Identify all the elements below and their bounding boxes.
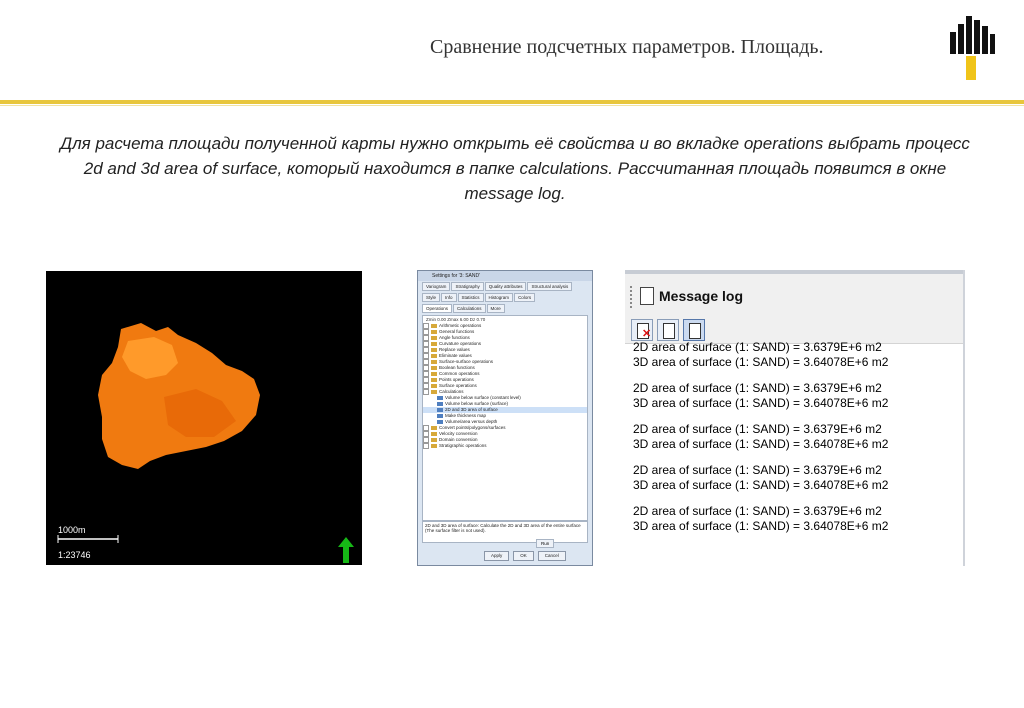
tab-structural-analysis[interactable]: Structural analysis (527, 282, 572, 291)
tree-item-label: Replace values (439, 347, 470, 353)
folder-icon (431, 330, 437, 334)
tree-item-label: General functions (439, 329, 475, 335)
folder-icon (431, 378, 437, 382)
expand-icon[interactable] (423, 389, 429, 395)
log-line-2d-area: 2D area of surface (1: SAND) = 3.6379E+6 m2 (633, 463, 882, 477)
copy-log-icon[interactable] (657, 319, 679, 341)
dialog-tabs-row2 (418, 292, 592, 303)
scale-bar-label: 1000m (58, 525, 86, 535)
tab-stratigraphy[interactable]: Stratigraphy (451, 282, 483, 291)
panel-scroll-edge (963, 270, 965, 566)
scale-ratio-label: 1:23746 (58, 550, 91, 560)
operation-description: 2D and 3D area of surface: Calculate the 2D and 3D area of the entire surface (The surface filter is not used). (422, 521, 588, 543)
folder-icon (431, 348, 437, 352)
operation-icon (437, 414, 443, 418)
run-button[interactable]: Run (536, 539, 554, 548)
tree-item-label: Volume below surface (surface) (445, 401, 509, 406)
tree-item-label: Boolean functions (439, 365, 475, 371)
tree-item-label: Common operations (439, 371, 480, 377)
log-line-3d-area: 3D area of surface (1: SAND) = 3.64078E+6 m2 (633, 518, 889, 533)
operation-icon (437, 408, 443, 412)
tree-item-label: Convert points/polygons/surfaces (439, 425, 506, 431)
tab-calculations[interactable]: Calculations (453, 304, 486, 313)
folder-icon (431, 324, 437, 328)
operation-icon (437, 402, 443, 406)
tree-item-label: Surface-surface operations (439, 359, 494, 365)
tree-item-label: Eliminate values (439, 353, 472, 359)
tree-item-label: 2D and 3D area of surface (445, 407, 498, 412)
tree-item-label: Make thickness map (445, 413, 487, 418)
settings-dialog (417, 270, 593, 566)
tab-histogram[interactable]: Histogram (485, 293, 514, 302)
log-line-3d-area: 3D area of surface (1: SAND) = 3.64078E+6 m2 (633, 477, 889, 492)
tree-item-label: Arithmetic operations (439, 323, 482, 329)
slide-title: Сравнение подсчетных параметров. Площадь. (430, 36, 824, 58)
folder-icon (431, 360, 437, 364)
dialog-tabs-row1 (418, 281, 592, 292)
timestamp-log-icon[interactable] (683, 319, 705, 341)
accent-rule-thin (0, 105, 1024, 106)
apply-button[interactable]: Apply (484, 551, 509, 561)
log-line-2d-area: 2D area of surface (1: SAND) = 3.6379E+6 m2 (633, 504, 882, 518)
tree-item-label: Points operations (439, 377, 474, 383)
surface-map-view[interactable] (46, 271, 362, 565)
clear-log-icon[interactable]: ✕ (631, 319, 653, 341)
dialog-tabs-row3 (418, 303, 592, 314)
folder-icon (431, 426, 437, 430)
tree-item-label: Angle functions (439, 335, 470, 341)
log-line-2d-area: 2D area of surface (1: SAND) = 3.6379E+6 m2 (633, 422, 882, 436)
tab-colors[interactable]: Colors (514, 293, 535, 302)
tree-item-label: Velocity conversion (439, 431, 478, 437)
folder-icon (431, 354, 437, 358)
zoom-readout: Zmin 0.00 Zmax 6.00 Dz 0.70 (426, 317, 486, 322)
tree-item-label: Domain conversion (439, 437, 478, 443)
expand-icon[interactable] (423, 443, 429, 449)
operation-icon (437, 420, 443, 424)
log-line-2d-area: 2D area of surface (1: SAND) = 3.6379E+6 m2 (633, 340, 882, 354)
tab-quality-attributes[interactable]: Quality attributes (485, 282, 527, 291)
message-log-title: Message log (659, 288, 744, 304)
accent-rule (0, 100, 1024, 104)
operation-icon (437, 396, 443, 400)
folder-icon (431, 438, 437, 442)
folder-icon (431, 372, 437, 376)
surface-map-canvas (46, 271, 362, 565)
north-arrow-icon (338, 537, 354, 563)
log-line-2d-area: 2D area of surface (1: SAND) = 3.6379E+6 m2 (633, 381, 882, 395)
tree-item-label: Stratigraphic operations (439, 443, 487, 449)
message-log-header (625, 274, 965, 317)
tree-item-label: Curvature operations (439, 341, 482, 347)
tab-statistics[interactable]: Statistics (458, 293, 484, 302)
dialog-title: Settings for '3: SAND' (418, 271, 592, 281)
folder-icon (431, 390, 437, 394)
log-line-3d-area: 3D area of surface (1: SAND) = 3.64078E+6 m2 (633, 436, 889, 451)
folder-icon (431, 366, 437, 370)
folder-icon (431, 336, 437, 340)
folder-icon (431, 342, 437, 346)
ok-button[interactable]: OK (513, 551, 534, 561)
operations-tree (423, 323, 587, 449)
log-line-3d-area: 3D area of surface (1: SAND) = 3.64078E+6 m2 (633, 395, 889, 410)
drag-grip-icon[interactable] (630, 286, 635, 308)
document-icon (640, 287, 654, 305)
cancel-button[interactable]: Cancel (538, 551, 566, 561)
tab-style[interactable]: Style (422, 293, 440, 302)
folder-icon (431, 384, 437, 388)
tab-variogram[interactable]: Variogram (422, 282, 450, 291)
log-line-3d-area: 3D area of surface (1: SAND) = 3.64078E+6 m2 (633, 354, 889, 369)
operations-pane (422, 315, 588, 521)
message-log-lines (633, 340, 888, 533)
tree-item-folder[interactable] (423, 443, 587, 449)
tree-item-label: Volume/area versus depth (445, 419, 498, 424)
message-log-panel (625, 270, 965, 566)
folder-icon (431, 444, 437, 448)
company-logo-icon (946, 14, 998, 82)
tree-item-label: Volume below surface (constant level) (445, 395, 521, 400)
tab-info[interactable]: Info (441, 293, 457, 302)
folder-icon (431, 432, 437, 436)
tab-more[interactable]: More (487, 304, 505, 313)
dialog-buttons (484, 551, 566, 561)
tree-item-label: Calculations (439, 389, 464, 395)
tree-item-label: Surface operations (439, 383, 477, 389)
instruction-text: Для расчета площади полученной карты нужно открыть её свойства и во вкладке operations выбрать процесс 2d and 3d area of surface, который находится в папке calculations. Рассчитанная площадь появится в окне message log. (60, 134, 970, 203)
tab-operations[interactable]: Operations (422, 304, 452, 313)
